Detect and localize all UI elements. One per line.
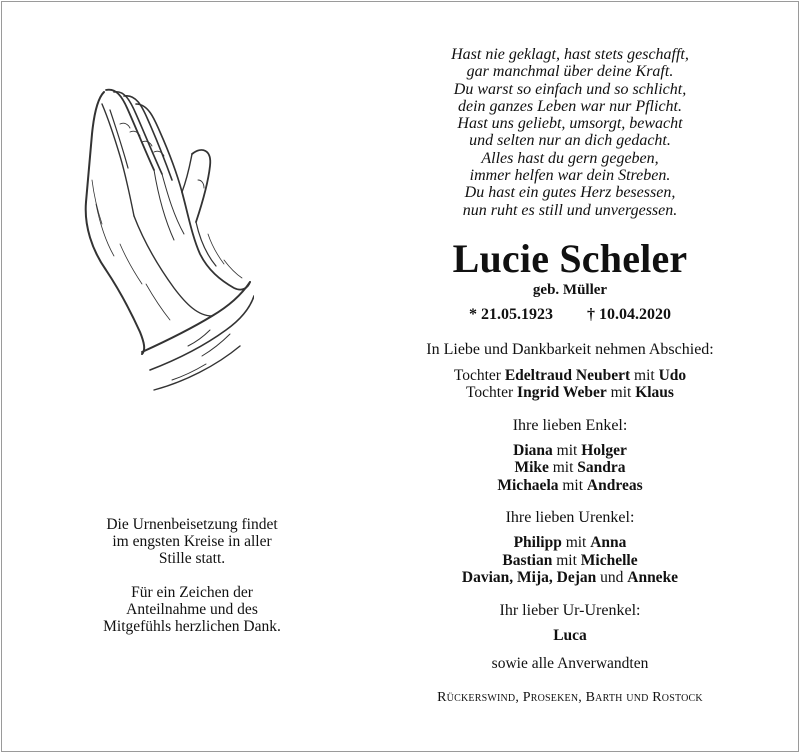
places-line: Rückerswind, Proseken, Barth und Rostock	[437, 690, 703, 706]
poem-line: Du warst so einfach und so schlicht,	[453, 80, 687, 98]
child-line: Tochter Ingrid Weber mit Klaus	[466, 384, 674, 402]
life-dates	[400, 306, 740, 324]
notice-line: im engsten Kreise in aller	[112, 533, 272, 550]
notice-line: Für ein Zeichen der	[131, 584, 253, 601]
poem-line: gar manchmal über deine Kraft.	[466, 63, 674, 81]
thanks-notice	[78, 584, 306, 635]
notice-line: Stille statt.	[158, 550, 226, 567]
great-great-grandchild-heading: Ihr lieber Ur-Urenkel:	[499, 601, 641, 619]
obituary-page	[1, 1, 799, 752]
great-grandchild-line: Bastian mit Michelle	[502, 551, 638, 569]
poem-line: Hast nie geklagt, hast stets geschafft,	[451, 46, 689, 63]
great-great-grandchild-name: Luca	[553, 626, 587, 644]
farewell-line: In Liebe und Dankbarkeit nehmen Abschied:	[426, 340, 714, 358]
relatives-line: sowie alle Anverwandten	[491, 655, 649, 673]
poem-line: Du hast ein gutes Herz besessen,	[464, 184, 676, 202]
child-partner: Udo	[658, 366, 687, 384]
child-name: Ingrid Weber	[517, 384, 607, 402]
poem-line: Hast uns geliebt, umsorgt, bewacht	[457, 115, 683, 133]
great-grandchild-line: Philipp mit Anna	[513, 534, 627, 552]
great-great-grandchild-list	[400, 627, 740, 645]
grandchild-line: Mike mit Sandra	[514, 459, 626, 477]
deceased-name: Lucie Scheler	[452, 235, 688, 281]
poem-line: immer helfen war dein Streben.	[469, 167, 671, 185]
great-grandchildren-list	[400, 534, 740, 587]
poem-line: Alles hast du gern gegeben,	[481, 149, 659, 167]
poem-line: dein ganzes Leben war nur Pflicht.	[458, 97, 682, 115]
notice-line: Die Urnenbeisetzung findet	[106, 516, 278, 533]
child-partner: Klaus	[635, 384, 674, 402]
left-notice	[78, 516, 306, 635]
notice-line: Mitgefühls herzlichen Dank.	[103, 618, 281, 635]
obituary-main	[400, 46, 740, 707]
death-date: † 10.04.2020	[587, 305, 671, 323]
grandchild-line: Diana mit Holger	[513, 441, 627, 459]
poem-line: und selten nur an dich gedacht.	[469, 132, 671, 150]
birth-date: * 21.05.1923	[469, 305, 553, 323]
praying-hands-icon	[84, 84, 254, 396]
grandchild-line: Michaela mit Andreas	[497, 476, 643, 494]
grandchildren-heading: Ihre lieben Enkel:	[512, 416, 628, 434]
poem	[400, 46, 740, 219]
great-grandchild-line: Davian, Mija, Dejan und Anneke	[461, 569, 679, 587]
notice-line: Anteilnahme und des	[126, 601, 258, 618]
poem-line: nun ruht es still und unvergessen.	[462, 201, 678, 219]
grandchildren-list	[400, 442, 740, 495]
child-line: Tochter Edeltraud Neubert mit Udo	[453, 366, 687, 384]
great-grandchildren-heading: Ihre lieben Urenkel:	[505, 509, 635, 527]
maiden-name: geb. Müller	[532, 281, 608, 298]
burial-notice	[78, 516, 306, 567]
children-list	[400, 367, 740, 402]
child-name: Edeltraud Neubert	[504, 366, 631, 384]
